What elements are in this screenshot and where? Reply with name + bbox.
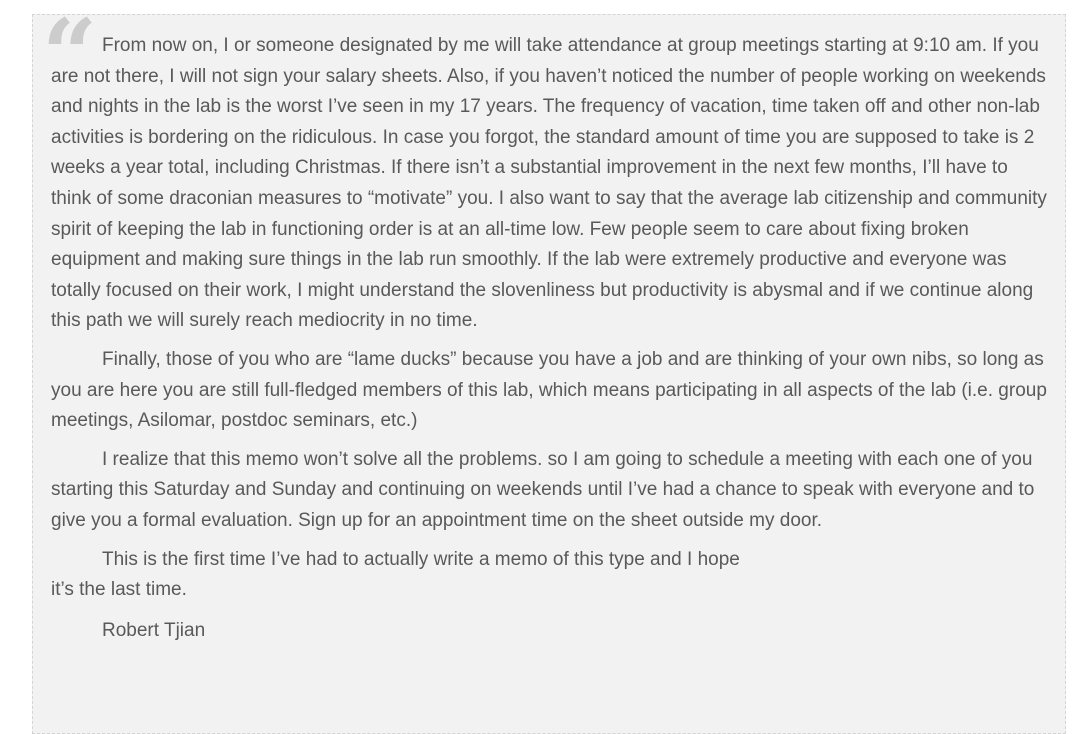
open-quote-icon: “ [42,14,98,111]
blockquote [32,14,1066,734]
memo-signature: Robert Tjian [102,619,206,641]
memo-paragraph-3: I realize that this memo won’t solve all the problems. so I am going to schedule a meeting with each one of you starting this Saturday and Sunday and continuing on weekends until I’ve had a chance to speak with everyone and to give you a formal evaluation. Sign up for an appointment time on the sheet outside my door. [51,448,1035,531]
memo-body [51,31,1051,654]
memo-paragraph-4: This is the first time I’ve had to actually write a memo of this type and I hope [102,548,740,570]
memo-paragraph-2: Finally, those of you who are “lame ducks” because you have a job and are thinking of your own nibs, so long as you are here you are still full-fledged members of this lab, which means participating in all aspects of the lab (i.e. group meetings, Asilomar, postdoc seminars, etc.) [51,348,1047,432]
memo-paragraph-4-continued: it’s the last time. [51,579,187,601]
memo-paragraph-1: From now on, I or someone designated by me will take attendance at group meetings starting at 9:10 am. If you are not there, I will not sign your salary sheets. Also, if you haven’t noticed the number of people working on weekends and nights in the lab is the worst I’ve seen in my 17 years. The frequency of vacation, time taken off and other non-lab activities is bordering on the ridiculous. In case you forgot, the standard amount of time you are supposed to take is 2 weeks a year total, including Christmas. If there isn’t a substantial improvement in the next few months, I’ll have to think of some draconian measures to “motivate” you. I also want to say that the average lab citizenship and community spirit of keeping the lab in functioning order is at an all-time low. Few people seem to care about fixing broken equipment and making sure things in the lab run smoothly. If the lab were extremely productive and everyone was totally focused on their work, I might understand the slovenliness but productivity is abysmal and if we continue along this path we will surely reach mediocrity in no time. [51,35,1047,332]
